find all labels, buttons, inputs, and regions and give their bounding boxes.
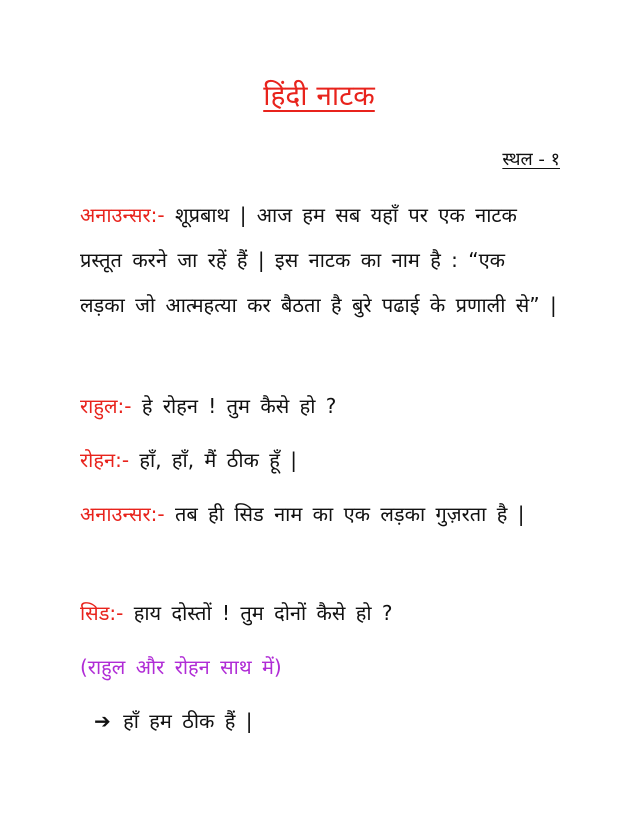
speaker-name: राहुल:- — [80, 394, 132, 418]
scene-label: स्थल - १ — [502, 149, 560, 170]
title-text: हिंदी नाटक — [263, 79, 375, 112]
dialogue-text: हे रोहन ! तुम कैसे हो ? — [131, 394, 337, 418]
dialogue-paragraph — [80, 193, 560, 328]
dialogue-paragraph — [80, 492, 560, 537]
speaker-name: सिड:- — [80, 601, 124, 625]
reply-line — [94, 699, 574, 744]
dialogue-paragraph — [80, 438, 560, 483]
document-title — [0, 78, 638, 114]
reply-text: हाँ हम ठीक हैं | — [112, 709, 253, 733]
speaker-name: अनाउन्सर:- — [80, 502, 165, 526]
speaker-name: अनाउन्सर:- — [80, 203, 165, 227]
dialogue-text: हाय दोस्तों ! तुम दोनों कैसे हो ? — [123, 601, 393, 625]
dialogue-paragraph — [80, 591, 560, 636]
arrow-right-icon: ➔ — [94, 709, 111, 733]
dialogue-text: हाँ, हाँ, मैं ठीक हूँ | — [129, 448, 297, 472]
dialogue-paragraph — [80, 384, 560, 429]
dialogue-text: तब ही सिड नाम का एक लड़का गुज़रता है | — [164, 502, 525, 526]
dialogue-text: शूप्रबाथ | आज हम सब यहाँ पर एक नाटक प्रस्तूत करने जा रहें हैं | इस नाटक का नाम है : “एक लड़का जो आत्महत्या कर बैठता है बुरे पढाई के प्रणाली से” | — [80, 203, 557, 317]
stage-direction: (राहुल और रोहन साथ में) — [80, 655, 282, 679]
speaker-name: रोहन:- — [80, 448, 130, 472]
